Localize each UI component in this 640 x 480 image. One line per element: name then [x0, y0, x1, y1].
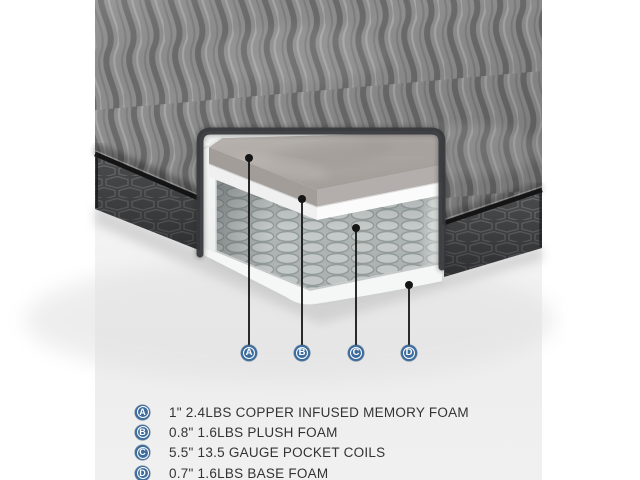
legend-badge-letter: B — [139, 426, 146, 437]
legend-text: 0.7" 1.6LBS BASE FOAM — [169, 465, 329, 480]
legend-text: 0.8" 1.6LBS PLUSH FOAM — [169, 424, 338, 440]
legend-badge-letter: D — [139, 467, 146, 478]
callout-circle-d — [401, 345, 417, 361]
legend-badge-letter: C — [139, 447, 146, 458]
callout-circle-b — [294, 345, 310, 361]
legend-badge-letter: A — [139, 406, 146, 417]
legend-badge-b — [135, 425, 150, 440]
callout-dot-a — [245, 154, 253, 162]
callout-letter: B — [298, 347, 306, 359]
legend-badge-d — [135, 466, 150, 480]
callout-letter: D — [405, 347, 413, 359]
callout-dot-d — [405, 281, 413, 289]
legend-item — [135, 404, 469, 420]
callout-dot-c — [352, 224, 360, 232]
legend-text: 1" 2.4LBS COPPER INFUSED MEMORY FOAM — [169, 404, 469, 420]
callout-letter: A — [245, 347, 253, 359]
callout-letter: C — [352, 347, 360, 359]
legend-item — [135, 445, 385, 461]
legend-item — [135, 424, 338, 440]
legend-text: 5.5" 13.5 GAUGE POCKET COILS — [169, 445, 386, 461]
callout-circle-a — [241, 345, 257, 361]
callout-circle-c — [348, 345, 364, 361]
legend-item — [135, 465, 328, 480]
legend-badge-c — [135, 445, 150, 460]
callout-dot-b — [298, 195, 306, 203]
legend-badge-a — [135, 405, 150, 420]
